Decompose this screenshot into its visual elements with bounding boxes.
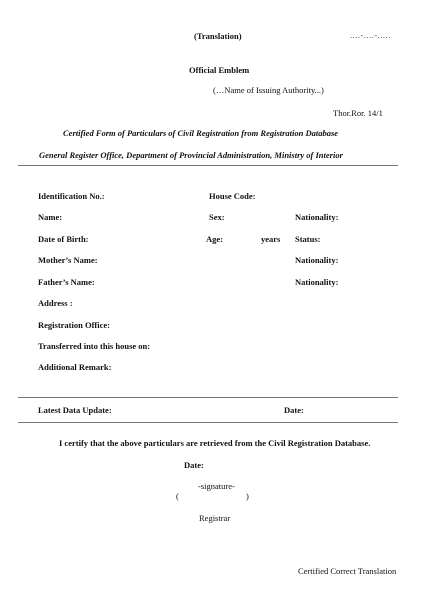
form-code: Thor.Ror. 14/1	[333, 108, 383, 118]
particulars-divider-bottom	[18, 422, 398, 423]
registrar-name-close-paren: )	[246, 491, 249, 501]
certification-statement: I certify that the above particulars are retrieved from the Civil Registration Database.	[59, 438, 371, 448]
certification-date-label: Date:	[184, 460, 204, 470]
form-title: Certified Form of Particulars of Civil Registration from Registration Database	[63, 128, 339, 138]
latest-update-date-label: Date:	[284, 405, 304, 415]
registrar-name-open-paren: (	[176, 491, 179, 501]
latest-update-label: Latest Data Update:	[38, 405, 112, 415]
age-label: Age:	[206, 234, 223, 244]
header-divider	[18, 165, 398, 166]
additional-remark-label: Additional Remark:	[38, 362, 112, 372]
father-nationality-label: Nationality:	[295, 277, 339, 287]
certified-correct-translation: Certified Correct Translation	[298, 566, 397, 576]
sex-label: Sex:	[209, 212, 225, 222]
reference-number-dots: ....-....-.....	[350, 30, 391, 40]
status-label: Status:	[295, 234, 321, 244]
registrar-title: Registrar	[199, 513, 231, 523]
name-label: Name:	[38, 212, 63, 222]
mother-nationality-label: Nationality:	[295, 255, 339, 265]
translation-label: (Translation)	[194, 31, 242, 41]
house-code-label: House Code:	[209, 191, 256, 201]
years-label: years	[261, 234, 281, 244]
address-label: Address :	[38, 298, 73, 308]
nationality-label: Nationality:	[295, 212, 339, 222]
transferred-label: Transferred into this house on:	[38, 341, 151, 351]
signature-placeholder: -signature-	[198, 481, 235, 491]
date-of-birth-label: Date of Birth:	[38, 234, 89, 244]
fathers-name-label: Father’s Name:	[38, 277, 95, 287]
particulars-divider-top	[18, 397, 398, 398]
mothers-name-label: Mother’s Name:	[38, 255, 98, 265]
identification-no-label: Identification No.:	[38, 191, 105, 201]
issuing-authority: (…Name of Issuing Authority...)	[213, 85, 324, 95]
registration-office-label: Registration Office:	[38, 320, 110, 330]
official-emblem-label: Official Emblem	[189, 65, 250, 75]
issuing-office: General Register Office, Department of Provincial Administration, Ministry of Interior	[39, 150, 343, 160]
